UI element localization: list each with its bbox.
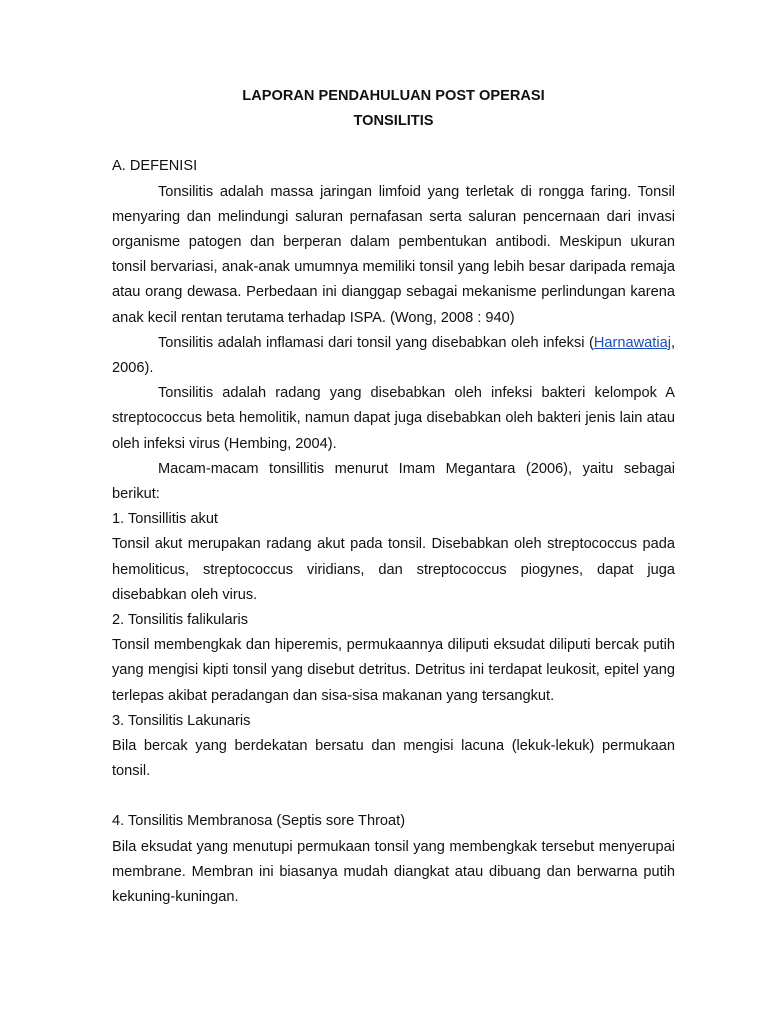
list-item-heading-3: 3. Tonsilitis Lakunaris bbox=[112, 712, 251, 729]
document-subtitle: TONSILITIS bbox=[353, 113, 434, 130]
list-item-body-4: Bila eksudat yang menutupi permukaan tonsil yang membengkak tersebut menyerupai membrane. Membran ini biasanya mudah diangkat atau dibuang dan berwarna putih kekuning-kuningan. bbox=[112, 838, 675, 906]
list-item-body-3: Bila bercak yang berdekatan bersatu dan mengisi lacuna (lekuk-lekuk) permukaan tonsil. bbox=[112, 738, 675, 780]
document-page bbox=[112, 84, 675, 910]
list-item-heading-2: 2. Tonsilitis falikularis bbox=[112, 612, 248, 629]
citation-link-harnawatiaj[interactable]: Harnawatiaj bbox=[593, 334, 671, 351]
paragraph-2-text-a: Tonsilitis adalah inflamasi dari tonsil yang disebabkan oleh infeksi ( bbox=[158, 334, 594, 351]
paragraph-1: Tonsilitis adalah massa jaringan limfoid yang terletak di rongga faring. Tonsil menyaring dan melindungi saluran pernafasan serta saluran pencernaan dari invasi organisme patogen dan berperan dalam pembentukan antibodi. Meskipun ukuran tonsil bervariasi, anak-anak umumnya memiliki tonsil yang lebih besar daripada remaja atau orang dewasa. Perbedaan ini dianggap sebagai mekanisme perlindungan karena anak kecil rentan terutama terhadap ISPA. (Wong, 2008 : 940) bbox=[112, 183, 675, 326]
paragraph-2-text-b: , 2006). bbox=[112, 334, 675, 377]
list-item-heading-4: 4. Tonsilitis Membranosa (Septis sore Throat) bbox=[112, 813, 406, 830]
list-item-body-2: Tonsil membengkak dan hiperemis, permukaannya diliputi eksudat diliputi bercak putih yang mengisi kipti tonsil yang disebut detritus. Detritus ini terdapat leukosit, epitel yang terlepas akibat peradangan dan sisa-sisa makanan yang tersangkut. bbox=[112, 637, 675, 704]
paragraph-3: Tonsilitis adalah radang yang disebabkan oleh infeksi bakteri kelompok A streptococcus beta hemolitik, namun dapat juga disebabkan oleh bakteri jenis lain atau oleh infeksi virus (Hembing, 2004). bbox=[112, 385, 675, 452]
list-item-heading-1: 1. Tonsillitis akut bbox=[112, 511, 218, 528]
paragraph-4: Macam-macam tonsillitis menurut Imam Megantara (2006), yaitu sebagai berikut: bbox=[112, 460, 675, 503]
section-heading-defenisi: A. DEFENISI bbox=[112, 158, 198, 175]
list-item-body-1: Tonsil akut merupakan radang akut pada tonsil. Disebabkan oleh streptococcus pada hemoliticus, streptococcus viridians, dan streptococcus piogynes, dapat juga disebabkan oleh virus. bbox=[112, 536, 675, 603]
spacer bbox=[112, 784, 675, 809]
paragraph-2 bbox=[112, 331, 675, 381]
document-title: LAPORAN PENDAHULUAN POST OPERASI bbox=[242, 88, 545, 104]
